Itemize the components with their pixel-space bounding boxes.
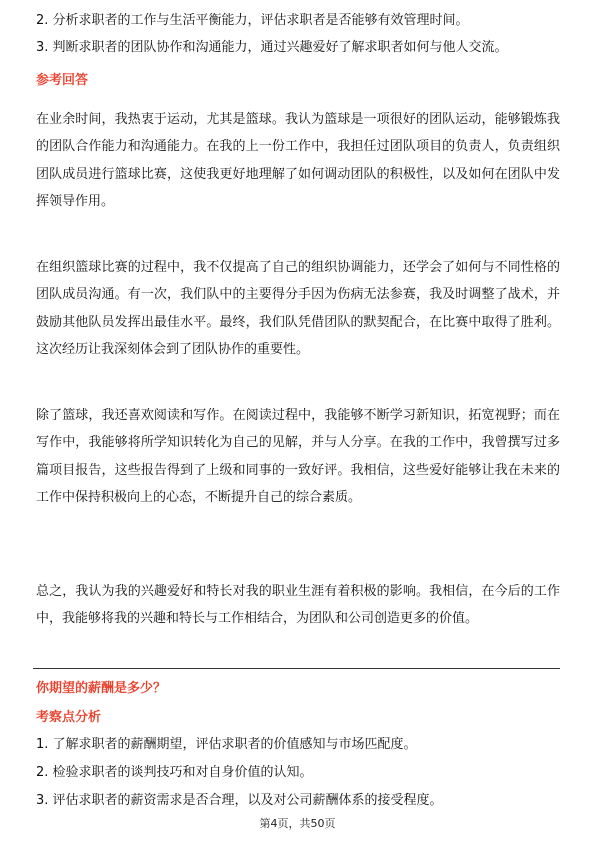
intro-point-2: 2. 分析求职者的工作与生活平衡能力，评估求职者是否能够有效管理时间。 [36, 13, 469, 28]
answer-paragraph-3: 除了篮球，我还喜欢阅读和写作。在阅读过程中，我能够不断学习新知识，拓宽视野；而在写作中，我能够将所学知识转化为自己的见解，并与人分享。在我的工作中，我曾撰写过多篇项目报告，这些报告得到了上级和同事的一致好评。我相信，这些爱好能够让我在未来的工作中保持积极向上的心态，不断提升自己的综合素质。 [36, 408, 560, 506]
answer-paragraph-4: 总之，我认为我的兴趣爱好和特长对我的职业生涯有着积极的影响。我相信，在今后的工作中，我能够将我的兴趣和特长与工作相结合，为团队和公司创造更多的价值。 [36, 584, 560, 627]
answer-heading: 参考回答 [36, 73, 89, 88]
analysis-point-1: 1. 了解求职者的薪酬期望，评估求职者的价值感知与市场匹配度。 [36, 737, 417, 752]
answer-paragraph-1: 在业余时间，我热衷于运动，尤其是篮球。我认为篮球是一项很好的团队运动，能够锻炼我的团队合作能力和沟通能力。在我的上一份工作中，我担任过团队项目的负责人，负责组织团队成员进行篮球比赛，这使我更好地理解了如何调动团队的积极性，以及如何在团队中发挥领导作用。 [36, 112, 560, 210]
section-divider [33, 668, 560, 669]
analysis-point-2: 2. 检验求职者的谈判技巧和对自身价值的认知。 [36, 765, 313, 780]
analysis-heading: 考察点分析 [36, 710, 102, 725]
analysis-point-3: 3. 评估求职者的薪资需求是否合理，以及对公司薪酬体系的接受程度。 [36, 793, 443, 808]
intro-point-3: 3. 判断求职者的团队协作和沟通能力，通过兴趣爱好了解求职者如何与他人交流。 [36, 40, 508, 55]
question-heading: 你期望的薪酬是多少？ [36, 681, 167, 696]
answer-paragraph-2: 在组织篮球比赛的过程中，我不仅提高了自己的组织协调能力，还学会了如何与不同性格的团队成员沟通。有一次，我们队中的主要得分手因为伤病无法参赛，我及时调整了战术，并鼓励其他队员发挥出最佳水平。最终，我们队凭借团队的默契配合，在比赛中取得了胜利。这次经历让我深刻体会到了团队协作的重要性。 [36, 260, 560, 358]
page-footer: 第4页，共50页 [259, 817, 336, 830]
